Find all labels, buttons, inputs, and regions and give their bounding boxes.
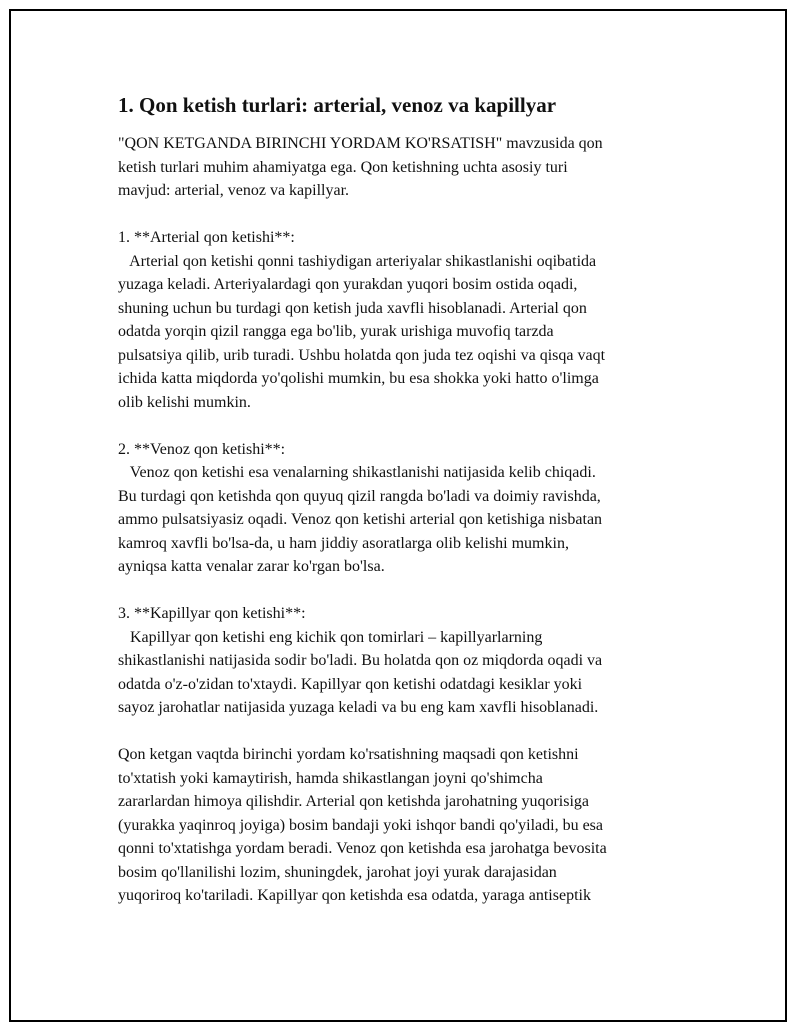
text-line: shikastlanishi natijasida sodir bo'ladi. Bu holatda qon oz miqdorda oqadi va xyxy=(118,652,603,669)
text-line: zararlardan himoya qilishdir. Arterial qon ketishda jarohatning yuqorisiga xyxy=(118,793,589,810)
section-title: 2. **Venoz qon ketishi**: xyxy=(118,440,286,458)
text-line: ichida katta miqdorda yo'qolishi mumkin, bu esa shokka yoki hatto o'limga xyxy=(118,370,599,387)
text-line: ammo pulsatsiyasiz oqadi. Venoz qon ketishi arterial qon ketishiga nisbatan xyxy=(118,511,603,528)
text-line: bosim qo'llanilishi lozim, shuningdek, jarohat joyi yurak darajasidan xyxy=(118,863,557,881)
section-venoz xyxy=(118,438,688,579)
text-line: qonni to'xtatishga yordam beradi. Venoz qon ketishda esa jarohatga bevosita xyxy=(118,840,607,857)
text-line: Venoz qon ketishi esa venalarning shikastlanishi natijasida kelib chiqadi. xyxy=(118,464,596,481)
text-line: Arterial qon ketishi qonni tashiydigan arteriyalar shikastlanishi oqibatida xyxy=(118,252,597,270)
section-kapillyar xyxy=(118,602,688,720)
section-arterial xyxy=(118,226,688,414)
text-line: yuqoriroq ko'tariladi. Kapillyar qon ketishda esa odatda, yaraga antiseptik xyxy=(118,887,591,904)
document-heading: 1. Qon ketish turlari: arterial, venoz va kapillyar xyxy=(118,93,557,117)
document-body xyxy=(118,92,688,908)
text-line: mavjud: arterial, venoz va kapillyar. xyxy=(118,182,350,199)
text-line: Qon ketgan vaqtda birinchi yordam ko'rsatishning maqsadi qon ketishni xyxy=(118,746,579,763)
text-line: sayoz jarohatlar natijasida yuzaga keladi va bu eng kam xavfli hisoblanadi. xyxy=(118,699,599,716)
text-line: Bu turdagi qon ketishda qon quyuq qizil rangda bo'ladi va doimiy ravishda, xyxy=(118,487,601,505)
text-line: odatda o'z-o'zidan to'xtaydi. Kapillyar qon ketishi odatdagi kesiklar yoki xyxy=(118,675,583,693)
closing-paragraph xyxy=(118,743,688,908)
intro-paragraph xyxy=(118,132,688,203)
text-line: "QON KETGANDA BIRINCHI YORDAM KO'RSATISH" mavzusida qon xyxy=(118,135,603,152)
section-title: 1. **Arterial qon ketishi**: xyxy=(118,229,295,246)
text-line: ketish turlari muhim ahamiyatga ega. Qon ketishning uchta asosiy turi xyxy=(118,158,568,176)
text-line: (yurakka yaqinroq joyiga) bosim bandaji yoki ishqor bandi qo'yiladi, bu esa xyxy=(118,816,604,834)
text-line: ayniqsa katta venalar zarar ko'rgan bo'lsa. xyxy=(118,558,385,575)
text-line: kamroq xavfli bo'lsa-da, u ham jiddiy asoratlarga olib kelishi mumkin, xyxy=(118,534,569,552)
section-title: 3. **Kapillyar qon ketishi**: xyxy=(118,605,306,622)
text-line: yuzaga keladi. Arteriyalardagi qon yurakdan yuqori bosim ostida oqadi, xyxy=(118,276,578,293)
text-line: to'xtatish yoki kamaytirish, hamda shikastlangan joyni qo'shimcha xyxy=(118,769,543,787)
text-line: olib kelishi mumkin. xyxy=(118,393,251,411)
text-line: pulsatsiya qilib, urib turadi. Ushbu holatda qon juda tez oqishi va qisqa vaqt xyxy=(118,346,606,364)
text-line: shuning uchun bu turdagi qon ketish juda xavfli hisoblanadi. Arterial qon xyxy=(118,299,587,317)
text-line: Kapillyar qon ketishi eng kichik qon tomirlari – kapillyarlarning xyxy=(118,628,543,646)
text-line: odatda yorqin qizil rangga ega bo'lib, yurak urishiga muvofiq tarzda xyxy=(118,323,554,340)
